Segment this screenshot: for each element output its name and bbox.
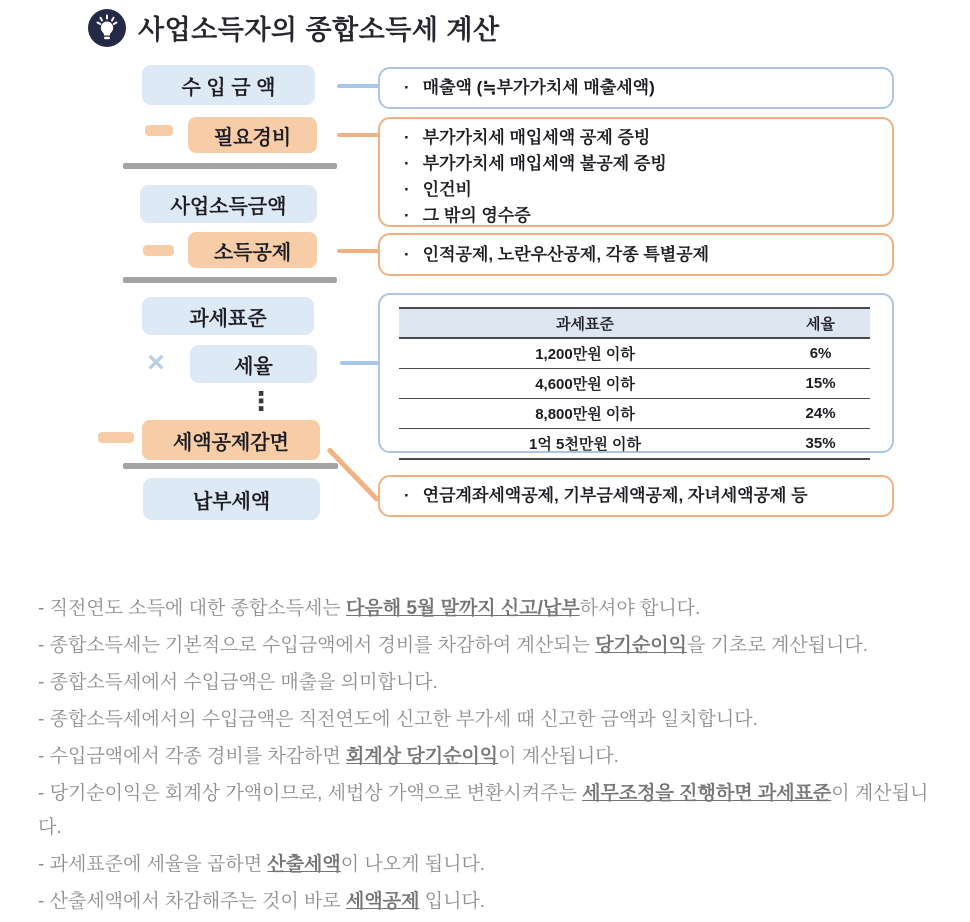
box-business-income: 사업소득금액 (140, 185, 317, 223)
expense-item: 인건비 (422, 180, 472, 199)
rate-cell: 35% (771, 429, 870, 460)
box-expenses: 필요경비 (188, 117, 317, 153)
box-income-deduction: 소득공제 (188, 232, 317, 268)
panel-expense-evidence (378, 117, 894, 227)
bullet-dot-icon: · (404, 244, 410, 264)
note-item: - 종합소득세에서 수입금액은 매출을 의미합니다. (38, 672, 438, 693)
tax-base-cell: 1,200만원 이하 (399, 338, 771, 369)
table-row (399, 369, 870, 399)
connector-line-diagonal (326, 447, 380, 502)
bullet-dot-icon: · (404, 78, 410, 97)
tax-base-cell: 1억 5천만원 이하 (399, 429, 771, 460)
credit-note: 연금계좌세액공제, 기부금세액공제, 자녀세액공제 등 (422, 486, 808, 505)
table-header-row (399, 308, 870, 338)
panel-rate-table (378, 293, 894, 453)
note-item: - 종합소득세는 기본적으로 수입금액에서 경비를 차감하여 계산되는 당기순이익을 기초로 계산됩니다. (38, 635, 869, 656)
column-header-tax-base: 과세표준 (399, 308, 771, 338)
tax-rate-table (399, 307, 870, 460)
lightbulb-icon (88, 9, 126, 47)
panel-deductions (378, 233, 894, 276)
box-tax-credit: 세액공제감면 (142, 420, 320, 460)
panel-tax-credits (378, 475, 894, 517)
ellipsis-vertical-icon: ⋮ (248, 386, 274, 416)
note-item: - 직전연도 소득에 대한 종합소득세는 다음해 5월 말까지 신고/납부하셔야 합니다. (38, 598, 701, 619)
divider-line (123, 277, 337, 283)
bullet-dot-icon: · (404, 206, 410, 225)
sales-note: 매출액 (≒부가가치세 매출세액) (422, 78, 655, 97)
box-tax-rate: 세율 (190, 345, 317, 383)
bullet-dot-icon: · (404, 154, 410, 173)
note-item: - 산출세액에서 차감해주는 것이 바로 세액공제 입니다. (38, 891, 486, 912)
connector-line (337, 84, 381, 88)
note-item: - 당기순이익은 회계상 가액이므로, 세법상 가액으로 변환시켜주는 세무조정을 진행하면 과세표준이 계산됩니다. (38, 783, 929, 838)
tax-base-cell: 4,600만원 이하 (399, 369, 771, 399)
rate-cell: 24% (771, 399, 870, 429)
deduction-note: 인적공제, 노란우산공제, 각종 특별공제 (422, 244, 710, 264)
panel-sales (378, 67, 894, 109)
rate-cell: 6% (771, 338, 870, 369)
expense-item: 그 밖의 영수증 (422, 206, 531, 225)
table-row (399, 399, 870, 429)
table-row (399, 338, 870, 369)
minus-icon (145, 125, 173, 136)
tax-base-cell: 8,800만원 이하 (399, 399, 771, 429)
connector-line (337, 133, 381, 137)
column-header-rate: 세율 (771, 308, 870, 338)
box-tax-base: 과세표준 (142, 297, 314, 335)
notes-list (38, 592, 948, 922)
expense-item: 부가가치세 매입세액 불공제 증빙 (422, 154, 667, 173)
note-item: - 과세표준에 세율을 곱하면 산출세액이 나오게 됩니다. (38, 854, 486, 875)
connector-line (337, 249, 381, 253)
note-item: - 수입금액에서 각종 경비를 차감하면 회계상 당기순이익이 계산됩니다. (38, 746, 619, 767)
bullet-dot-icon: · (404, 128, 410, 147)
divider-line (123, 463, 338, 469)
box-income: 수 입 금 액 (142, 65, 315, 105)
box-tax-payable: 납부세액 (143, 478, 320, 520)
minus-icon (143, 245, 174, 256)
page-title: 사업소득자의 종합소득세 계산 (138, 15, 500, 45)
multiply-icon: × (147, 346, 165, 379)
bullet-dot-icon: · (404, 180, 410, 199)
expense-item: 부가가치세 매입세액 공제 증빙 (422, 128, 651, 147)
divider-line (123, 163, 337, 169)
table-row (399, 429, 870, 460)
connector-line (340, 361, 382, 365)
note-item: - 종합소득세에서의 수입금액은 직전연도에 신고한 부가세 때 신고한 금액과 일치합니다. (38, 709, 758, 730)
rate-cell: 15% (771, 369, 870, 399)
bullet-dot-icon: · (404, 486, 410, 505)
page-header (88, 8, 500, 47)
minus-icon (98, 432, 134, 443)
